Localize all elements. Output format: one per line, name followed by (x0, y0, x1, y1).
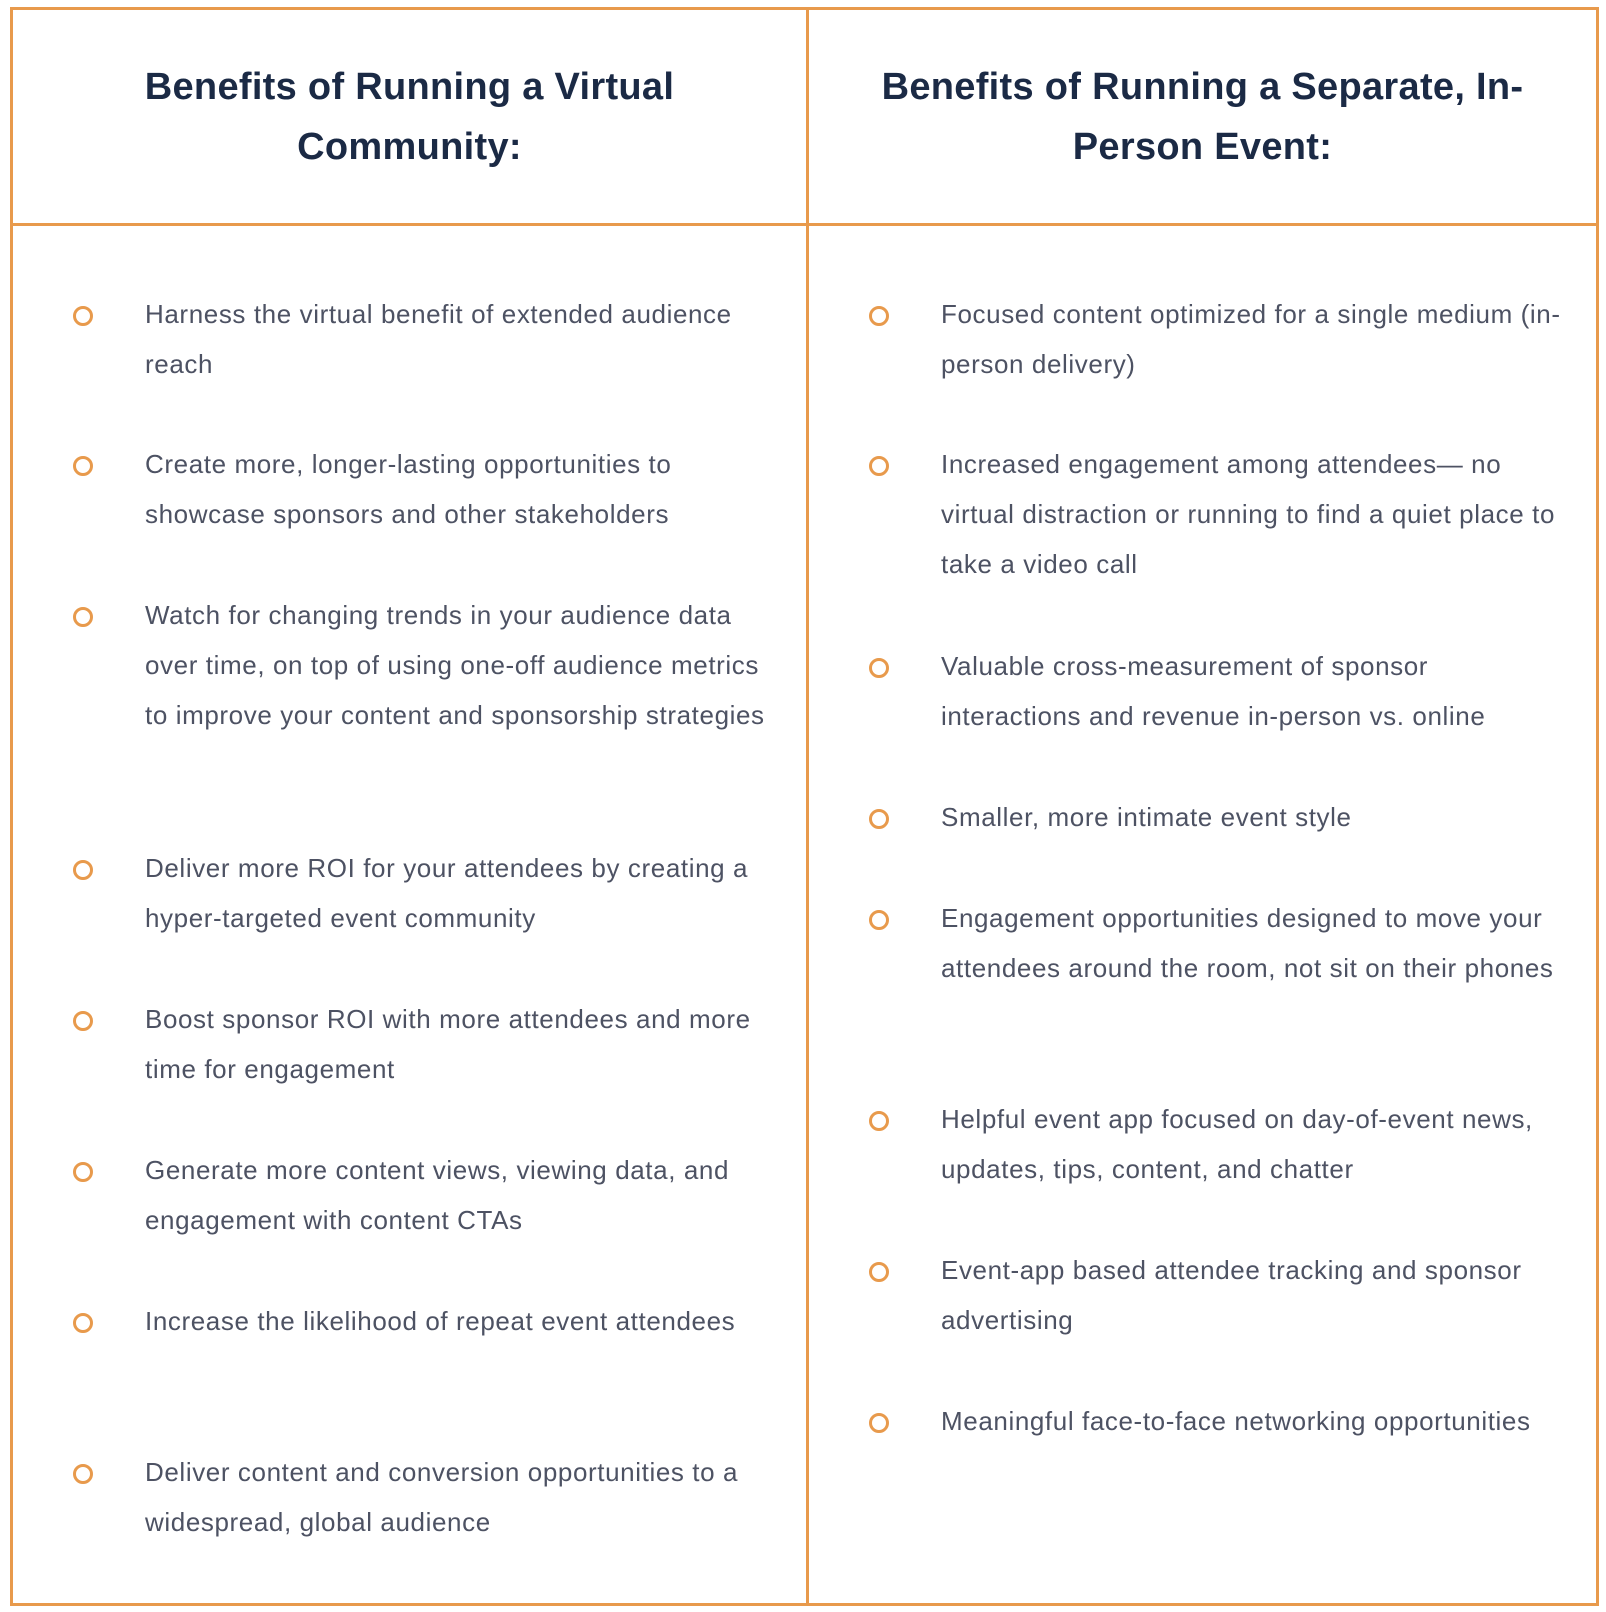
circle-bullet-icon (73, 456, 93, 476)
circle-bullet-icon (73, 1464, 93, 1484)
circle-bullet-icon (869, 809, 889, 829)
list-item-text: Event-app based attendee tracking and sponsor advertising (941, 1255, 1522, 1335)
circle-bullet-icon (73, 860, 93, 880)
list-item-text: Generate more content views, viewing data, and engagement with content CTAs (145, 1155, 730, 1235)
list-item-text: Increased engagement among attendees— no virtual distraction or running to find a quiet place to take a video call (941, 449, 1556, 579)
circle-bullet-icon (869, 456, 889, 476)
list-item-text: Deliver content and conversion opportunities to a widespread, global audience (145, 1457, 739, 1537)
list-item-text: Create more, longer-lasting opportunities to showcase sponsors and other stakeholders (145, 449, 672, 529)
list-item-text: Deliver more ROI for your attendees by creating a hyper-targeted event community (145, 853, 749, 933)
left-column-header (13, 10, 806, 223)
circle-bullet-icon (73, 607, 93, 627)
list-item-text: Boost sponsor ROI with more attendees and more time for engagement (145, 1004, 751, 1084)
list-item-text: Increase the likelihood of repeat event attendees (145, 1306, 736, 1336)
list-item-text: Smaller, more intimate event style (941, 802, 1352, 832)
right-column-heading: Benefits of Running a Separate, In-Person Event: (881, 65, 1524, 168)
circle-bullet-icon (869, 1413, 889, 1433)
circle-bullet-icon (73, 1162, 93, 1182)
left-column-heading: Benefits of Running a Virtual Community: (144, 65, 675, 168)
list-item-text: Engagement opportunities designed to move your attendees around the room, not sit on their phones (941, 903, 1554, 983)
circle-bullet-icon (73, 1313, 93, 1333)
list-item-text: Harness the virtual benefit of extended audience reach (145, 299, 732, 379)
header-divider (13, 223, 1596, 226)
circle-bullet-icon (869, 658, 889, 678)
circle-bullet-icon (73, 306, 93, 326)
right-column-header (809, 10, 1596, 223)
list-item-text: Watch for changing trends in your audience data over time, on top of using one-off audience metrics to improve your content and sponsorship strategies (145, 600, 765, 730)
list-item-text: Helpful event app focused on day-of-event news, updates, tips, content, and chatter (941, 1104, 1533, 1184)
column-divider (806, 10, 809, 1603)
circle-bullet-icon (869, 1262, 889, 1282)
circle-bullet-icon (869, 306, 889, 326)
list-item-text: Meaningful face-to-face networking opportunities (941, 1406, 1531, 1436)
circle-bullet-icon (73, 1011, 93, 1031)
benefits-comparison-table (10, 7, 1599, 1606)
list-item-text: Valuable cross-measurement of sponsor interactions and revenue in-person vs. online (941, 651, 1486, 731)
circle-bullet-icon (869, 910, 889, 930)
circle-bullet-icon (869, 1111, 889, 1131)
list-item-text: Focused content optimized for a single medium (in-person delivery) (941, 299, 1561, 379)
